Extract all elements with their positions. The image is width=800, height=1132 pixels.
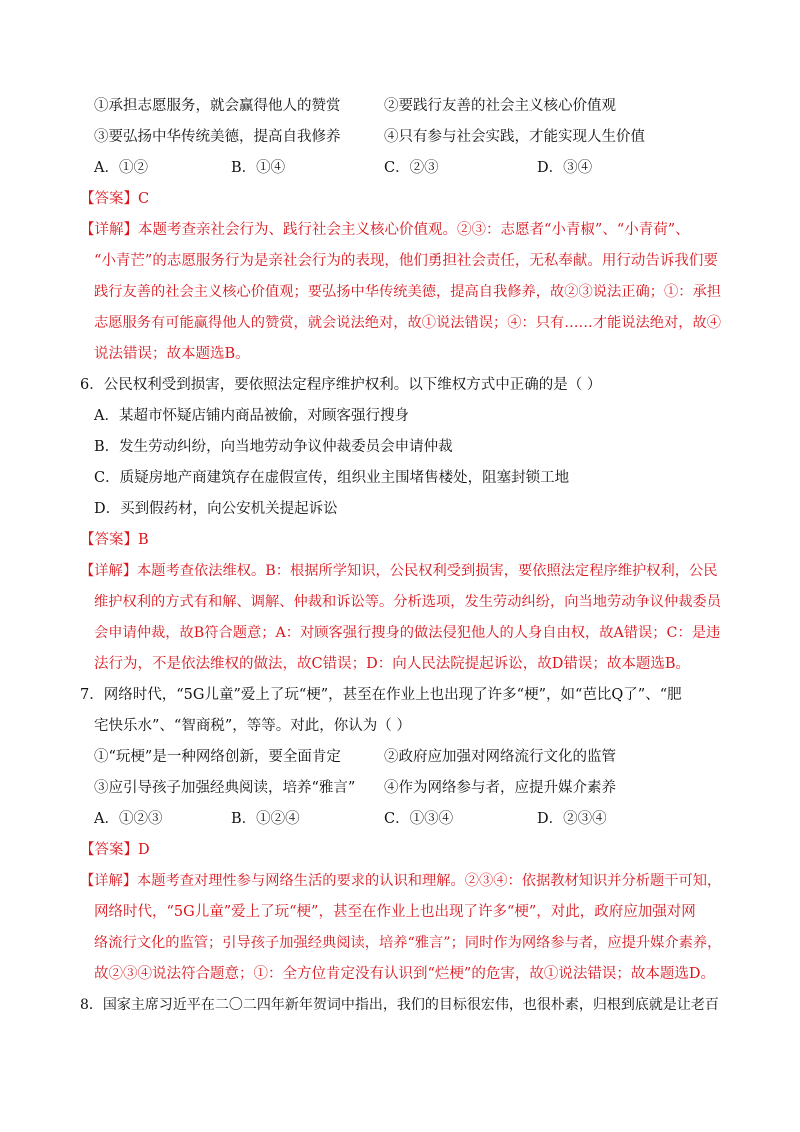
q7-choice-b: B．①②④: [231, 811, 300, 827]
q5-explanation-line: 说法错误；故本题选B。: [94, 346, 250, 362]
q5-choice-d: D．③④: [537, 160, 593, 176]
q7-explanation-line: 【详解】本题考查对理性参与网络生活的要求的认识和理解。②③④：依据教材知识并分析题干可知，: [80, 873, 722, 889]
q8-stem: 8．国家主席习近平在二〇二四年新年贺词中指出，我们的目标很宏伟，也很朴素，归根到底就是让老百: [80, 997, 719, 1013]
q5-option-4: ④只有参与社会实践，才能实现人生价值: [384, 129, 645, 145]
q7-option-3: ③应引导孩子加强经典阅读，培养“雅言”: [94, 780, 356, 796]
q7-choice-a: A．①②③: [94, 811, 163, 827]
q7-answer: 【答案】D: [80, 842, 150, 858]
q6-choice-a: A．某超市怀疑店铺内商品被偷，对顾客强行搜身: [94, 408, 409, 424]
q6-stem: 6．公民权利受到损害，要依照法定程序维护权利。以下维权方式中正确的是（ ）: [80, 377, 602, 393]
q5-choice-a: A．①②: [94, 160, 148, 176]
q6-explanation-line: 【详解】本题考查依法维权。B：根据所学知识，公民权利受到损害，要依照法定程序维护权利，公民: [80, 563, 718, 579]
q5-option-1: ①承担志愿服务，就会赢得他人的赞赏: [94, 98, 341, 114]
q7-option-2: ②政府应加强对网络流行文化的监管: [384, 749, 616, 765]
q7-stem-line: 7．网络时代，“5G儿童”爱上了玩“梗”，甚至在作业上也出现了许多“梗”，如“芭比Q了”、“肥: [80, 687, 682, 703]
q7-option-1: ①“玩梗”是一种网络创新，要全面肯定: [94, 749, 341, 765]
q6-explanation-line: 法行为，不是依法维权的做法，故C错误；D：向人民法院提起诉讼，故D错误；故本题选B。: [94, 656, 690, 672]
q7-choice-c: C．①③④: [384, 811, 454, 827]
q5-choice-c: C．②③: [384, 160, 439, 176]
q7-explanation-line: 络流行文化的监管；引导孩子加强经典阅读，培养“雅言”；同时作为网络参与者，应提升媒介素养，: [94, 935, 722, 951]
q6-explanation-line: 会申请仲裁，故B符合题意；A：对顾客强行搜身的做法侵犯他人的人身自由权，故A错误；C：是违: [94, 625, 721, 641]
q7-choice-d: D．②③④: [537, 811, 607, 827]
q5-explanation-line: “小青芒”的志愿服务行为是亲社会行为的表现，他们勇担社会责任，无私奉献。用行动告诉我们要: [94, 253, 718, 269]
q7-option-4: ④作为网络参与者，应提升媒介素养: [384, 780, 616, 796]
q6-answer: 【答案】B: [80, 532, 149, 548]
q6-choice-c: C．质疑房地产商建筑存在虚假宣传，组织业主围堵售楼处，阻塞封锁工地: [94, 470, 570, 486]
q5-explanation-line: 践行友善的社会主义核心价值观；要弘扬中华传统美德，提高自我修养，故②③说法正确；①：承担: [94, 284, 722, 300]
q7-explanation-line: 故②③④说法符合题意；①：全方位肯定没有认识到“烂梗”的危害，故①说法错误；故本题选D。: [94, 966, 715, 982]
q6-choice-d: D．买到假药材，向公安机关提起诉讼: [94, 501, 338, 517]
q5-explanation-line: 【详解】本题考查亲社会行为、践行社会主义核心价值观。②③：志愿者“小青椒”、“小青荷”、: [80, 222, 690, 238]
q5-explanation-line: 志愿服务有可能赢得他人的赞赏，就会说法绝对，故①说法错误；④：只有……才能说法绝对，故④: [94, 315, 722, 331]
q6-explanation-line: 维护权利的方式有和解、调解、仲裁和诉讼等。分析选项，发生劳动纠纷，向当地劳动争议仲裁委员: [94, 594, 722, 610]
q7-explanation-line: 网络时代，“5G儿童”爱上了玩“梗”，甚至在作业上也出现了许多“梗”，对此，政府应加强对网: [94, 904, 696, 920]
q5-option-3: ③要弘扬中华传统美德，提高自我修养: [94, 129, 341, 145]
q6-choice-b: B．发生劳动纠纷，向当地劳动争议仲裁委员会申请仲裁: [94, 439, 453, 455]
q5-answer: 【答案】C: [80, 191, 150, 207]
q5-option-2: ②要践行友善的社会主义核心价值观: [384, 98, 616, 114]
q7-stem-line: 宅快乐水”、“智商税”，等等。对此，你认为（ ）: [94, 718, 411, 734]
q5-choice-b: B．①④: [231, 160, 286, 176]
